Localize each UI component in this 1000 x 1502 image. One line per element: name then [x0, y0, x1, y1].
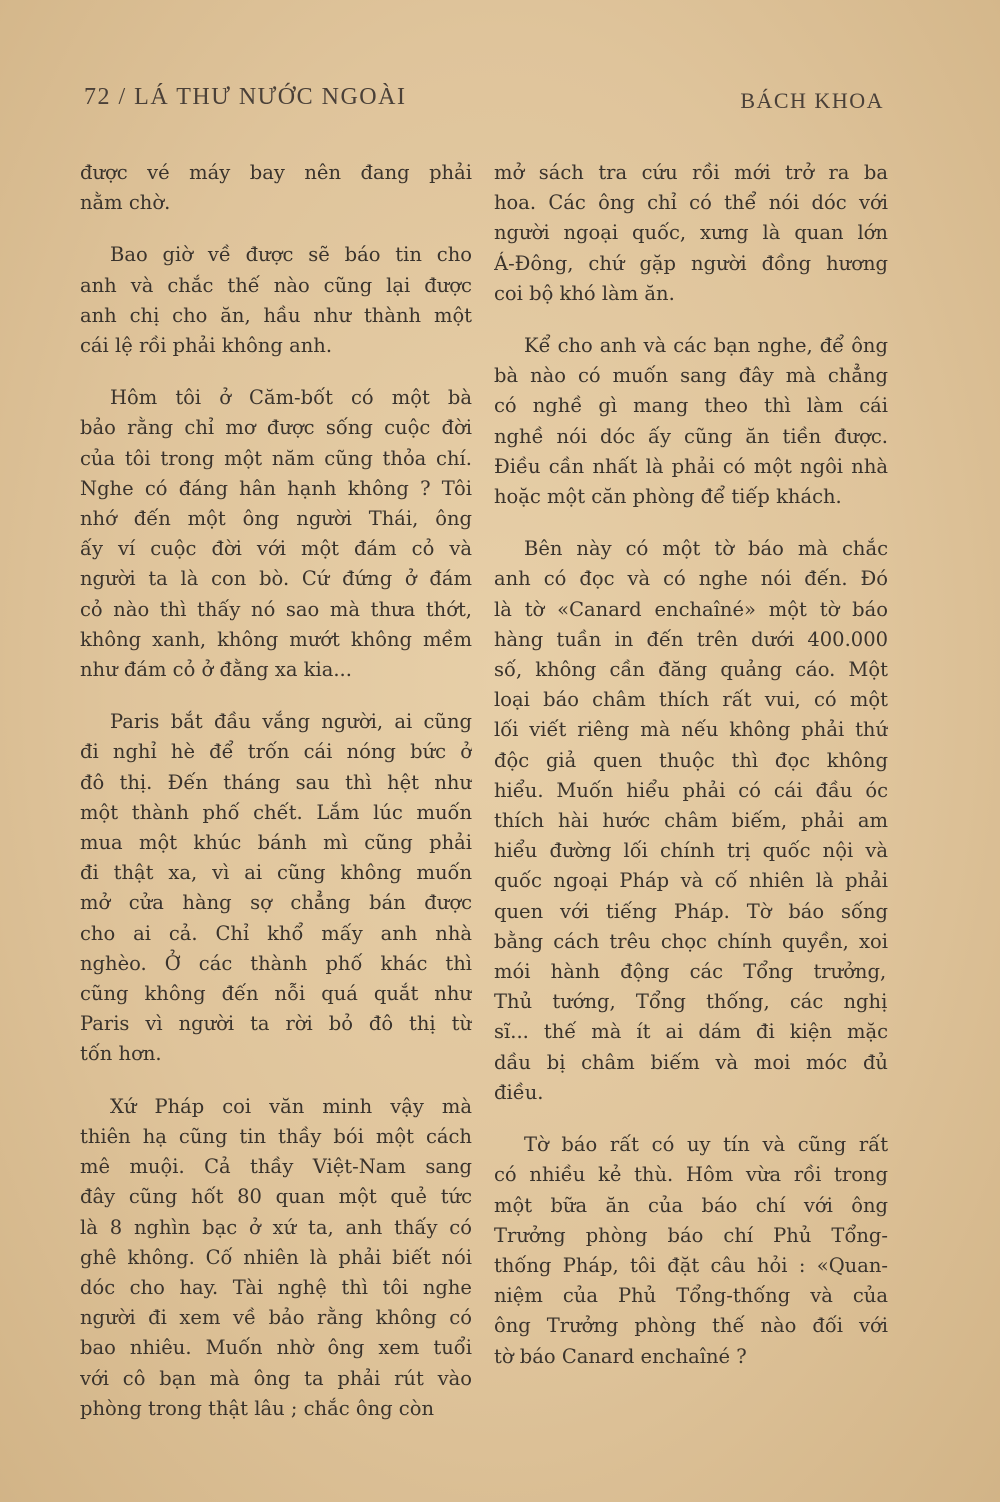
paragraph [80, 383, 472, 685]
text-column-right [494, 158, 888, 1394]
text-line: hiểu. Muốn hiểu phải có cái đầu óc [494, 778, 888, 802]
text-line: với cô bạn mà ông ta phải rút vào [80, 1366, 472, 1390]
text-line: Tờ báo rất có uy tín và cũng rất [524, 1133, 888, 1157]
text-line: Điều cần nhất là phải có một ngôi nhà [494, 454, 888, 478]
paragraph [494, 534, 888, 1108]
text-line: là 8 nghìn bạc ở xứ ta, anh thấy có [80, 1215, 472, 1239]
text-line: niệm của Phủ Tổng-thống và của [494, 1284, 888, 1308]
text-line: ấy ví cuộc đời với một đám cỏ và [80, 537, 472, 561]
text-line: Nghe có đáng hân hạnh không ? Tôi [80, 476, 472, 500]
text-line: nằm chờ. [80, 191, 171, 215]
text-line: bao nhiêu. Muốn nhờ ông xem tuổi [80, 1336, 472, 1360]
text-line: hiểu đường lối chính trị quốc nội và [494, 839, 888, 863]
text-line: độc giả quen thuộc thì đọc không [494, 748, 888, 772]
text-line: cỏ nào thì thấy nó sao mà thưa thớt, [80, 597, 472, 621]
text-line: dóc cho hay. Tài nghệ thì tôi nghe [80, 1275, 472, 1299]
text-line: phòng trong thật lâu ; chắc ông còn [80, 1396, 435, 1420]
paragraph [494, 158, 888, 309]
text-line: như đám cỏ ở đằng xa kia... [80, 658, 352, 682]
text-line: Paris vì người ta rời bỏ đô thị từ [80, 1012, 472, 1036]
text-line: đây cũng hốt 80 quan một quẻ tức [80, 1185, 472, 1209]
text-line: cũng không đến nỗi quá quắt như [80, 982, 472, 1006]
text-line: nghèo. Ở các thành phố khác thì [80, 951, 472, 975]
text-line: bà nào có muốn sang đây mà chẳng [494, 364, 888, 388]
text-line: nhớ đến một ông người Thái, ông [80, 507, 472, 531]
text-line: quen với tiếng Pháp. Tờ báo sống [494, 899, 888, 923]
text-line: coi bộ khó làm ăn. [494, 281, 675, 305]
running-header-magazine-name: BÁCH KHOA [740, 88, 884, 113]
text-line: Bên này có một tờ báo mà chắc [524, 537, 888, 561]
text-line: anh và chắc thế nào cũng lại được [80, 273, 472, 297]
text-line: quốc ngoại Pháp và cố nhiên là phải [494, 869, 888, 893]
text-line: có nghề gì mang theo thì làm cái [494, 394, 888, 418]
text-line: dầu bị châm biếm và moi móc đủ [494, 1050, 888, 1074]
paragraph [80, 240, 472, 361]
text-line: tốn hơn. [80, 1042, 162, 1066]
text-line: điều. [494, 1080, 544, 1104]
text-line: là tờ «Canard enchaîné» một tờ báo [494, 597, 888, 621]
text-line: mở cửa hàng sợ chẳng bán được [80, 891, 472, 915]
text-line: tờ báo Canard enchaîné ? [494, 1344, 747, 1368]
text-line: anh chị cho ăn, hầu như thành một [80, 303, 472, 327]
paragraph [494, 331, 888, 512]
running-header-page-title: 72 / LÁ THƯ NƯỚC NGOÀI [84, 84, 407, 110]
text-line: bảo rằng chỉ mơ được sống cuộc đời [80, 416, 472, 440]
text-line: cho ai cả. Chỉ khổ mấy anh nhà [80, 921, 472, 945]
text-column-left [80, 158, 472, 1446]
paragraph [80, 1092, 472, 1424]
text-line: người ta là con bò. Cứ đứng ở đám [80, 567, 472, 591]
text-line: thống Pháp, tôi đặt câu hỏi : «Quan- [494, 1253, 888, 1277]
text-line: người đi xem về bảo rằng không có [80, 1306, 472, 1330]
text-line: Kể cho anh và các bạn nghe, để ông [524, 334, 888, 358]
text-line: hoặc một căn phòng để tiếp khách. [494, 485, 842, 509]
text-line: người ngoại quốc, xưng là quan lớn [494, 221, 888, 245]
text-line: lối viết riêng mà nếu không phải thứ [494, 718, 888, 742]
text-line: số, không cần đăng quảng cáo. Một [494, 658, 888, 682]
text-line: của tôi trong một năm cũng thỏa chí. [80, 446, 472, 470]
text-line: Bao giờ về được sẽ báo tin cho [110, 243, 472, 267]
text-line: nghề nói dóc ấy cũng ăn tiền được. [494, 424, 888, 448]
text-line: một thành phố chết. Lắm lúc muốn [80, 800, 472, 824]
text-line: thích hài hước châm biếm, phải am [494, 809, 888, 833]
text-line: sĩ... thế mà ít ai dám đi kiện mặc [494, 1020, 888, 1044]
text-line: đi nghỉ hè để trốn cái nóng bức ở [80, 740, 472, 764]
paragraph [80, 158, 472, 218]
text-line: Hôm tôi ở Căm-bốt có một bà [110, 386, 472, 410]
text-line: ông Trưởng phòng thế nào đối với [494, 1314, 888, 1338]
text-line: mua một khúc bánh mì cũng phải [80, 831, 472, 855]
text-line: mở sách tra cứu rồi mới trở ra ba [494, 161, 888, 184]
text-line: không xanh, không mướt không mềm [80, 627, 472, 651]
paragraph [494, 1130, 888, 1372]
text-line: Thủ tướng, Tổng thống, các nghị [494, 990, 888, 1014]
text-line: Xứ Pháp coi văn minh vậy mà [110, 1094, 472, 1118]
text-line: một bữa ăn của báo chí với ông [494, 1193, 888, 1217]
text-line: đi thật xa, vì ai cũng không muốn [80, 861, 472, 885]
text-line: Paris bắt đầu vắng người, ai cũng [110, 710, 472, 734]
text-line: mói hành động các Tổng trưởng, [494, 960, 887, 984]
text-line: cái lệ rồi phải không anh. [80, 334, 333, 358]
text-line: mê muội. Cả thầy Việt-Nam sang [80, 1155, 472, 1179]
text-line: hàng tuần in đến trên dưới 400.000 [494, 627, 888, 651]
text-line: ghê không. Cố nhiên là phải biết nói [80, 1245, 472, 1269]
text-line: Á-Đông, chứ gặp người đồng hương [494, 251, 888, 275]
text-line: có nhiều kẻ thù. Hôm vừa rồi trong [494, 1163, 888, 1187]
paragraph [80, 707, 472, 1069]
text-line: loại báo châm thích rất vui, có một [494, 688, 888, 712]
text-line: đô thị. Đến tháng sau thì hệt như [80, 770, 472, 794]
text-line: thiên hạ cũng tin thầy bói một cách [80, 1124, 472, 1148]
text-line: bằng cách trêu chọc chính quyền, xoi [494, 929, 888, 953]
text-line: được vé máy bay nên đang phải [80, 161, 472, 184]
text-line: Trưởng phòng báo chí Phủ Tổng- [494, 1223, 888, 1247]
text-line: hoa. Các ông chỉ có thể nói dóc với [494, 191, 888, 215]
text-line: anh có đọc và có nghe nói đến. Đó [494, 567, 888, 591]
